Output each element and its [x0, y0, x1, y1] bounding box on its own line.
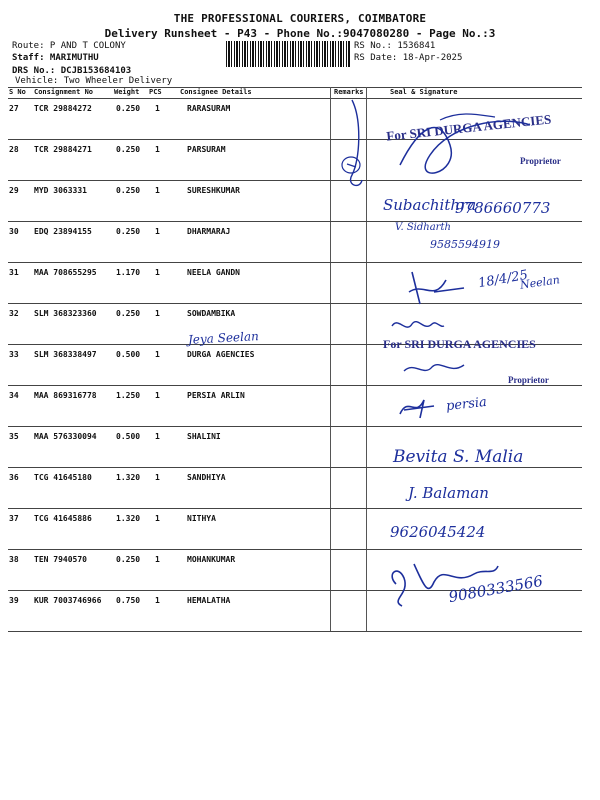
stamp-proprietor-2: Proprietor [508, 375, 549, 385]
row-consignee: PERSIA ARLIN [187, 391, 245, 400]
row-separator [8, 221, 582, 222]
row-separator [8, 631, 582, 632]
handwriting-phone-29: 9786660773 [455, 199, 551, 217]
row-consignee: HEMALATHA [187, 596, 231, 605]
handwriting-name-35: Bevita S. Malia [393, 447, 524, 467]
row-weight: 0.500 [116, 432, 141, 441]
row-sno: 36 [9, 473, 19, 482]
signature-scribble-31 [404, 262, 484, 312]
row-consignment-no: TCG 41645180 [34, 473, 92, 482]
handwriting-date-31: 18/4/25 [477, 267, 530, 292]
row-pcs: 1 [155, 391, 160, 400]
row-sno: 38 [9, 555, 19, 564]
remarks-divider-left [330, 87, 331, 632]
row-consignment-no: SLM 368338497 [34, 350, 97, 359]
handwriting-name-34: persia [445, 394, 488, 415]
signature-scribble-34 [394, 392, 444, 422]
row-weight: 0.250 [116, 186, 141, 195]
row-weight: 1.250 [116, 391, 141, 400]
handwriting-phone-37: 9626045424 [390, 523, 486, 541]
handwriting-name-30: V. Sidharth [395, 222, 451, 233]
row-pcs: 1 [155, 309, 160, 318]
row-separator [8, 385, 582, 386]
drs-number: DRS No.: DCJB153684103 [12, 66, 132, 76]
row-pcs: 1 [155, 596, 160, 605]
row-consignee: SOWDAMBIKA [187, 309, 236, 318]
row-weight: 0.250 [116, 309, 141, 318]
row-weight: 0.250 [116, 145, 141, 154]
staff: Staff: MARIMUTHU [12, 53, 99, 63]
row-pcs: 1 [155, 514, 160, 523]
rs-number: RS No.: 1536841 [354, 41, 436, 51]
col-header-seal: Seal & Signature [390, 88, 458, 96]
stamp-agency-1: For SRI DURGA AGENCIES [385, 111, 552, 144]
rs-date: RS Date: 18-Apr-2025 [354, 53, 463, 63]
row-sno: 37 [9, 514, 19, 523]
row-separator [8, 303, 582, 304]
handwriting-name-29: Subachithra [383, 196, 477, 214]
row-pcs: 1 [155, 350, 160, 359]
row-pcs: 1 [155, 432, 160, 441]
col-header-remarks: Remarks [334, 88, 364, 96]
row-consignee: RARASURAM [187, 104, 231, 113]
remarks-divider-right [366, 87, 367, 632]
row-consignment-no: MYD 3063331 [34, 186, 87, 195]
row-consignment-no: SLM 368323360 [34, 309, 97, 318]
handwriting-name-31: Neelan [519, 273, 561, 292]
row-weight: 1.320 [116, 514, 141, 523]
handwriting-name-36: J. Balaman [408, 484, 489, 502]
row-sno: 39 [9, 596, 19, 605]
row-sno: 27 [9, 104, 19, 113]
row-separator [8, 262, 582, 263]
row-consignment-no: MAA 576330094 [34, 432, 97, 441]
row-consignee: SHALINI [187, 432, 221, 441]
col-header-sno: S No [9, 88, 26, 96]
row-sno: 32 [9, 309, 19, 318]
row-consignee: DURGA AGENCIES [187, 350, 255, 359]
row-consignee: NITHYA [187, 514, 216, 523]
signature-scribble-27 [380, 105, 580, 185]
row-weight: 0.250 [116, 227, 141, 236]
row-pcs: 1 [155, 104, 160, 113]
table-header-line [8, 98, 582, 99]
row-weight: 0.250 [116, 104, 141, 113]
row-separator [8, 508, 582, 509]
row-weight: 0.500 [116, 350, 141, 359]
col-header-consignment: Consignment No [34, 88, 94, 96]
row-pcs: 1 [155, 145, 160, 154]
col-header-consignee: Consignee Details [180, 88, 252, 96]
row-consignment-no: TCR 29884271 [34, 145, 92, 154]
row-consignment-no: TCR 29884272 [34, 104, 92, 113]
signature-scribble-33 [400, 357, 470, 381]
row-separator [8, 467, 582, 468]
row-consignment-no: MAA 869316778 [34, 391, 97, 400]
row-weight: 1.170 [116, 268, 141, 277]
row-consignment-no: MAA 708655295 [34, 268, 97, 277]
row-separator [8, 549, 582, 550]
row-separator [8, 426, 582, 427]
vehicle: Vehicle: Two Wheeler Delivery [15, 76, 173, 86]
row-sno: 31 [9, 268, 19, 277]
row-consignee: PARSURAM [187, 145, 226, 154]
row-weight: 1.320 [116, 473, 141, 482]
row-pcs: 1 [155, 186, 160, 195]
row-sno: 34 [9, 391, 19, 400]
row-sno: 33 [9, 350, 19, 359]
row-pcs: 1 [155, 268, 160, 277]
handwriting-name-32: Jeya Seelan [187, 329, 260, 347]
title-company: THE PROFESSIONAL COURIERS, COIMBATORE [173, 12, 427, 25]
table-top-line [8, 87, 582, 88]
row-consignment-no: TEN 7940570 [34, 555, 87, 564]
col-header-weight: Weight [114, 88, 140, 96]
stamp-agency-2: For SRI DURGA AGENCIES [383, 337, 536, 351]
route: Route: P AND T COLONY [12, 41, 126, 51]
signature-scribble-32 [388, 314, 448, 338]
row-consignee: NEELA GANDN [187, 268, 240, 277]
row-pcs: 1 [155, 555, 160, 564]
row-consignee: DHARMARAJ [187, 227, 231, 236]
row-consignment-no: KUR 7003746966 [34, 596, 102, 605]
row-sno: 30 [9, 227, 19, 236]
row-sno: 29 [9, 186, 19, 195]
row-pcs: 1 [155, 227, 160, 236]
title-runsheet: Delivery Runsheet - P43 - Phone No.:9047080280 - Page No.:3 [104, 27, 496, 40]
row-consignee: SANDHIYA [187, 473, 226, 482]
barcode [226, 41, 350, 67]
row-consignment-no: TCG 41645886 [34, 514, 92, 523]
stamp-proprietor-1: Proprietor [520, 156, 561, 166]
row-weight: 0.250 [116, 555, 141, 564]
row-sno: 35 [9, 432, 19, 441]
handwriting-phone-38: 9080333566 [447, 571, 545, 607]
row-consignee: MOHANKUMAR [187, 555, 236, 564]
row-sno: 28 [9, 145, 19, 154]
handwriting-phone-30: 9585594919 [430, 238, 500, 251]
row-consignment-no: EDQ 23894155 [34, 227, 92, 236]
row-pcs: 1 [155, 473, 160, 482]
row-weight: 0.750 [116, 596, 141, 605]
row-consignee: SURESHKUMAR [187, 186, 240, 195]
col-header-pcs: PCS [149, 88, 162, 96]
